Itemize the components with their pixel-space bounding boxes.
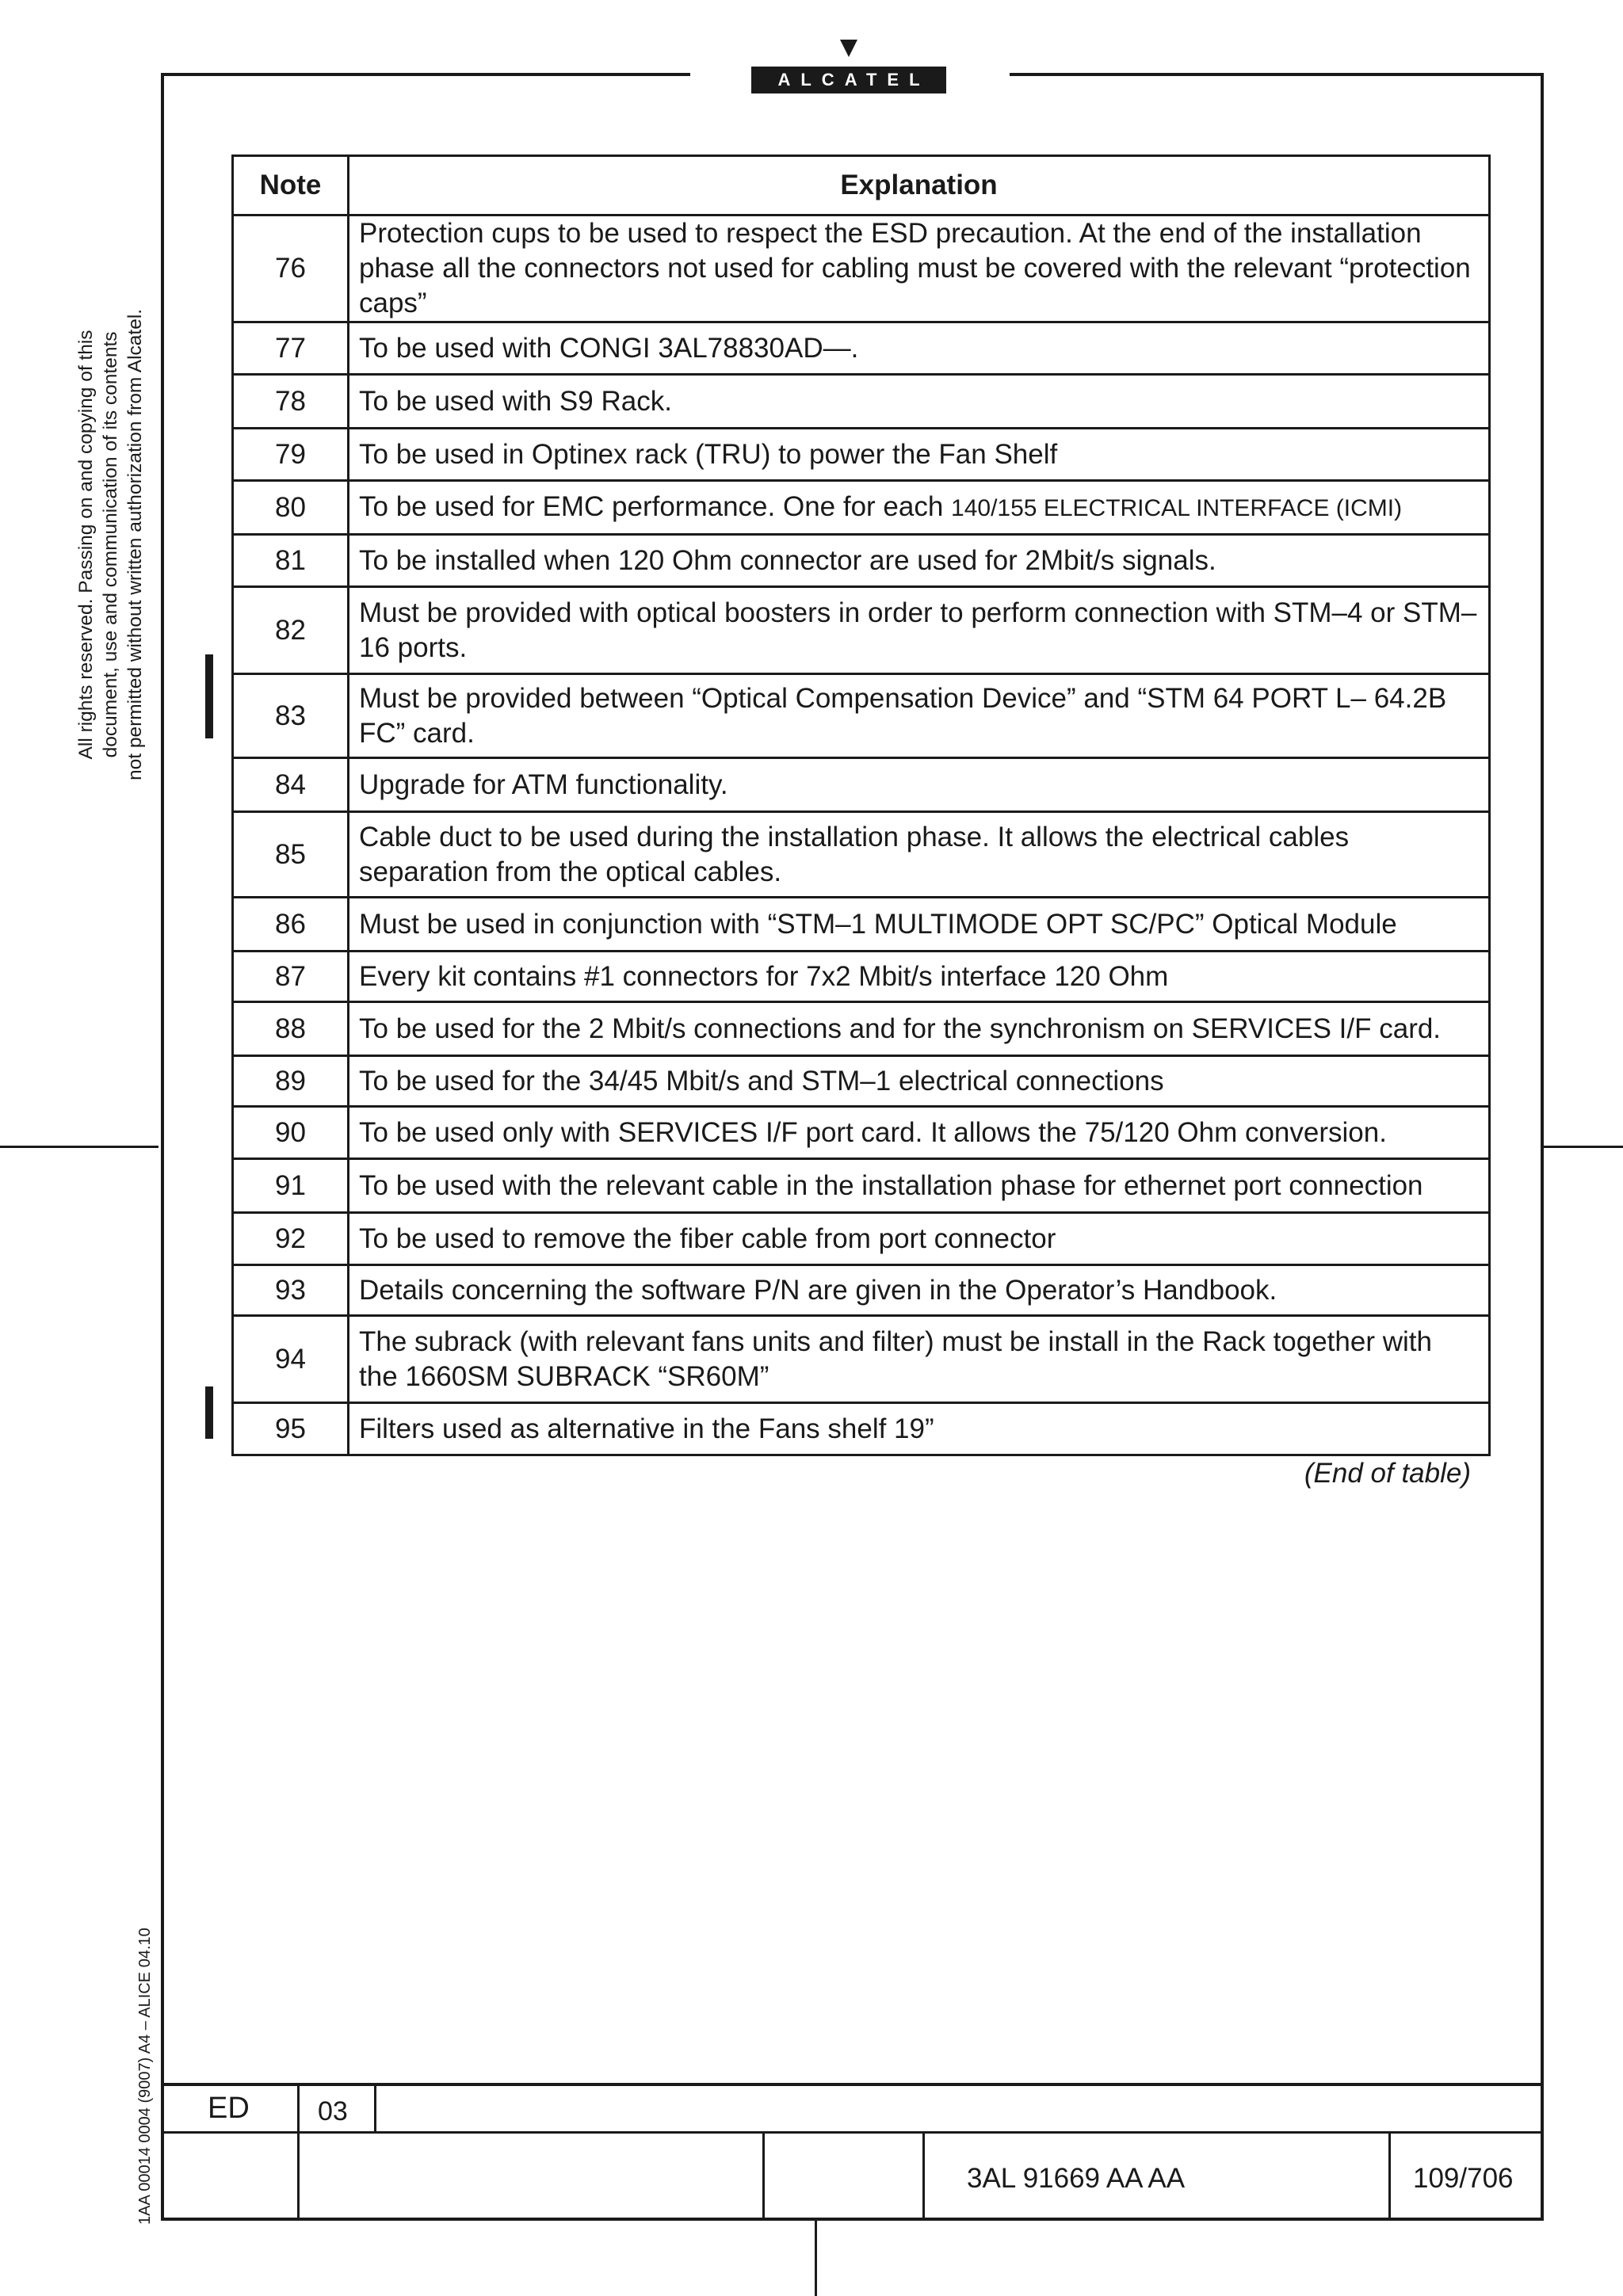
note-explanation: To be used with CONGI 3AL78830AD—. — [349, 322, 1490, 375]
note-explanation: Protection cups to be used to respect the ESD precaution. At the end of the installation phase all the connectors not used for cabling must be covered with the relevant “protection caps” — [349, 215, 1490, 322]
note-number: 86 — [233, 898, 349, 952]
edition-number: 03 — [318, 2096, 348, 2126]
note-number: 76 — [233, 215, 349, 322]
end-of-table-label: (End of table) — [1304, 1458, 1471, 1489]
frame-top-right — [1010, 73, 1544, 76]
copyright-line: document, use and communication of its contents — [100, 331, 121, 758]
note-explanation: Filters used as alternative in the Fans shelf 19” — [349, 1403, 1490, 1455]
note-explanation: To be used only with SERVICES I/F port card. It allows the 75/120 Ohm conversion. — [349, 1107, 1490, 1159]
table-row — [233, 429, 1490, 481]
table-row — [233, 215, 1490, 322]
header-explanation: Explanation — [349, 156, 1490, 215]
logo-wordmark: ALCATEL — [751, 67, 946, 93]
table-row — [233, 535, 1490, 587]
change-bar — [205, 1386, 213, 1439]
note-explanation: Upgrade for ATM functionality. — [349, 758, 1490, 812]
table-row — [233, 1213, 1490, 1265]
note-number: 94 — [233, 1316, 349, 1403]
table-row — [233, 812, 1490, 898]
copyright-line: All rights reserved. Passing on and copying of this — [75, 330, 97, 760]
note-explanation: Details concerning the software P/N are given in the Operator’s Handbook. — [349, 1265, 1490, 1316]
note-explanation: To be used to remove the fiber cable from port connector — [349, 1213, 1490, 1265]
note-number: 87 — [233, 952, 349, 1002]
note-number: 90 — [233, 1107, 349, 1159]
table-row — [233, 322, 1490, 375]
note-number: 77 — [233, 322, 349, 375]
alcatel-logo — [751, 40, 946, 93]
note-explanation: To be used in Optinex rack (TRU) to power the Fan Shelf — [349, 429, 1490, 481]
note-explanation: Cable duct to be used during the installation phase. It allows the electrical cables separation from the optical cables. — [349, 812, 1490, 898]
note-explanation — [349, 481, 1490, 535]
note-explanation-text: To be used for EMC performance. One for each — [359, 490, 944, 522]
change-bar — [205, 654, 213, 738]
fold-mark-left — [0, 1146, 158, 1148]
table-row — [233, 1056, 1490, 1107]
note-number: 92 — [233, 1213, 349, 1265]
copyright-line: not permitted without written authorization from Alcatel. — [124, 308, 146, 780]
note-explanation: Must be provided with optical boosters in order to perform connection with STM–4 or STM–16 ports. — [349, 587, 1490, 674]
logo-triangle-icon — [840, 40, 857, 57]
table-header-row — [233, 156, 1490, 215]
document-number: 3AL 91669 AA AA — [967, 2163, 1186, 2194]
note-explanation: To be used with S9 Rack. — [349, 375, 1490, 429]
note-number: 82 — [233, 587, 349, 674]
footer-divider — [297, 2083, 300, 2219]
table-row — [233, 674, 1490, 758]
note-number: 83 — [233, 674, 349, 758]
notes-table — [231, 154, 1491, 1456]
footer-mid-line — [161, 2131, 1544, 2134]
frame-bottom — [161, 2218, 1544, 2221]
note-explanation: The subrack (with relevant fans units and filter) must be install in the Rack together with the 1660SM SUBRACK “SR60M” — [349, 1316, 1490, 1403]
table-row — [233, 898, 1490, 952]
note-number: 88 — [233, 1002, 349, 1056]
table-row — [233, 758, 1490, 812]
note-number: 80 — [233, 481, 349, 535]
header-note: Note — [233, 156, 349, 215]
note-explanation: To be used with the relevant cable in the installation phase for ethernet port connection — [349, 1159, 1490, 1213]
note-number: 78 — [233, 375, 349, 429]
note-number: 81 — [233, 535, 349, 587]
fold-mark-right — [1544, 1146, 1623, 1148]
copyright-notice — [74, 309, 147, 780]
note-number: 79 — [233, 429, 349, 481]
table-row — [233, 1316, 1490, 1403]
table-row — [233, 1159, 1490, 1213]
table-row — [233, 481, 1490, 535]
fold-mark-bottom — [815, 2221, 817, 2296]
table-row — [233, 952, 1490, 1002]
footer-divider — [1388, 2131, 1391, 2218]
note-explanation: To be used for the 34/45 Mbit/s and STM–1 electrical connections — [349, 1056, 1490, 1107]
note-number: 91 — [233, 1159, 349, 1213]
note-number: 85 — [233, 812, 349, 898]
form-code: 1AA 00014 0004 (9007) A4 – ALICE 04.10 — [136, 1928, 154, 2225]
table-row — [233, 375, 1490, 429]
table-row — [233, 1265, 1490, 1316]
frame-left — [161, 73, 164, 2221]
footer-top-line — [161, 2083, 1544, 2086]
note-explanation: Every kit contains #1 connectors for 7x2 Mbit/s interface 120 Ohm — [349, 952, 1490, 1002]
footer-divider — [374, 2083, 376, 2132]
note-explanation: Must be provided between “Optical Compensation Device” and “STM 64 PORT L– 64.2B FC” card. — [349, 674, 1490, 758]
ed-label: ED — [208, 2092, 250, 2125]
note-number: 89 — [233, 1056, 349, 1107]
interface-name: 140/155 ELECTRICAL INTERFACE (ICMI) — [951, 494, 1403, 521]
table-row — [233, 1002, 1490, 1056]
frame-top-left — [161, 73, 690, 76]
table-row — [233, 587, 1490, 674]
note-number: 93 — [233, 1265, 349, 1316]
note-explanation: To be used for the 2 Mbit/s connections and for the synchronism on SERVICES I/F card. — [349, 1002, 1490, 1056]
table-row — [233, 1107, 1490, 1159]
note-explanation: To be installed when 120 Ohm connector are used for 2Mbit/s signals. — [349, 535, 1490, 587]
note-number: 84 — [233, 758, 349, 812]
footer-divider — [922, 2131, 925, 2218]
footer-divider — [762, 2131, 765, 2218]
table-row — [233, 1403, 1490, 1455]
note-explanation: Must be used in conjunction with “STM–1 MULTIMODE OPT SC/PC” Optical Module — [349, 898, 1490, 952]
note-number: 95 — [233, 1403, 349, 1455]
page-number: 109/706 — [1413, 2163, 1514, 2194]
